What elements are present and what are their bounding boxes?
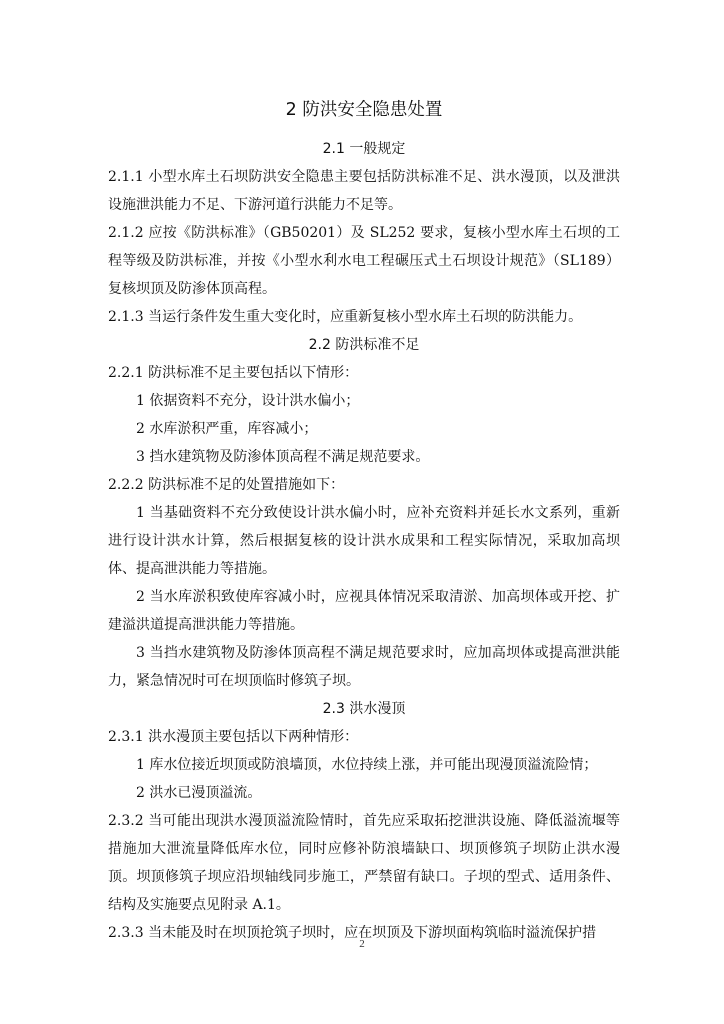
list-item: 3 挡水建筑物及防渗体顶高程不满足规范要求。: [136, 449, 430, 465]
list-item: 2 洪水已漫顶溢流。: [136, 785, 262, 801]
clause-2-1-1: 2.1.1 小型水库土石坝防洪安全隐患主要包括防洪标准不足、洪水漫顶，以及泄洪设施泄洪能力不足、下游河道行洪能力不足等。: [108, 169, 620, 213]
clause-2-2-1: 2.2.1 防洪标准不足主要包括以下情形：: [108, 365, 359, 381]
document-body: [108, 96, 620, 947]
list-item: 2 当水库淤积致使库容减小时，应视具体情况采取清淤、加高坝体或开挖、扩建溢洪道提高泄洪能力等措施。: [108, 589, 620, 633]
list-item: 1 依据资料不充分，设计洪水偏小；: [136, 393, 360, 409]
section-heading-2-2: 2.2 防洪标准不足: [308, 337, 420, 353]
chapter-title: 2 防洪安全隐患处置: [285, 100, 443, 120]
list-item: 3 当挡水建筑物及防渗体顶高程不满足规范要求时，应加高坝体或提高泄洪能力，紧急情况时可在坝顶临时修筑子坝。: [108, 645, 620, 689]
clause-2-3-1: 2.3.1 洪水漫顶主要包括以下两种情形：: [108, 729, 359, 745]
section-heading-2-1: 2.1 一般规定: [322, 141, 406, 157]
clause-2-1-2: 2.1.2 应按《防洪标准》（GB50201）及 SL252 要求，复核小型水库土石坝的工程等级及防洪标准，并按《小型水利水电工程碾压式土石坝设计规范》（SL189）复核坝顶及防渗体顶高程。: [108, 225, 620, 297]
list-item: 1 当基础资料不充分致使设计洪水偏小时，应补充资料并延长水文系列，重新进行设计洪水计算，然后根据复核的设计洪水成果和工程实际情况，采取加高坝体、提高泄洪能力等措施。: [108, 505, 620, 577]
clause-2-1-3: 2.1.3 当运行条件发生重大变化时，应重新复核小型水库土石坝的防洪能力。: [108, 309, 583, 325]
section-heading-2-3: 2.3 洪水漫顶: [322, 701, 406, 717]
clause-2-3-2: 2.3.2 当可能出现洪水漫顶溢流险情时，首先应采取拓挖泄洪设施、降低溢流堰等措施加大泄流量降低库水位，同时应修补防浪墙缺口、坝顶修筑子坝防止洪水漫顶。坝顶修筑子坝应沿坝轴线同步施工，严禁留有缺口。子坝的型式、适用条件、结构及实施要点见附录 A.1。: [108, 813, 620, 913]
page-number: 2: [359, 938, 365, 950]
list-item: 2 水库淤积严重，库容减小；: [136, 421, 318, 437]
clause-2-3-3: 2.3.3 当未能及时在坝顶抢筑子坝时，应在坝顶及下游坝面构筑临时溢流保护措: [108, 925, 597, 941]
clause-2-2-2: 2.2.2 防洪标准不足的处置措施如下：: [108, 477, 345, 493]
list-item: 1 库水位接近坝顶或防浪墙顶，水位持续上涨，并可能出现漫顶溢流险情；: [136, 757, 598, 773]
